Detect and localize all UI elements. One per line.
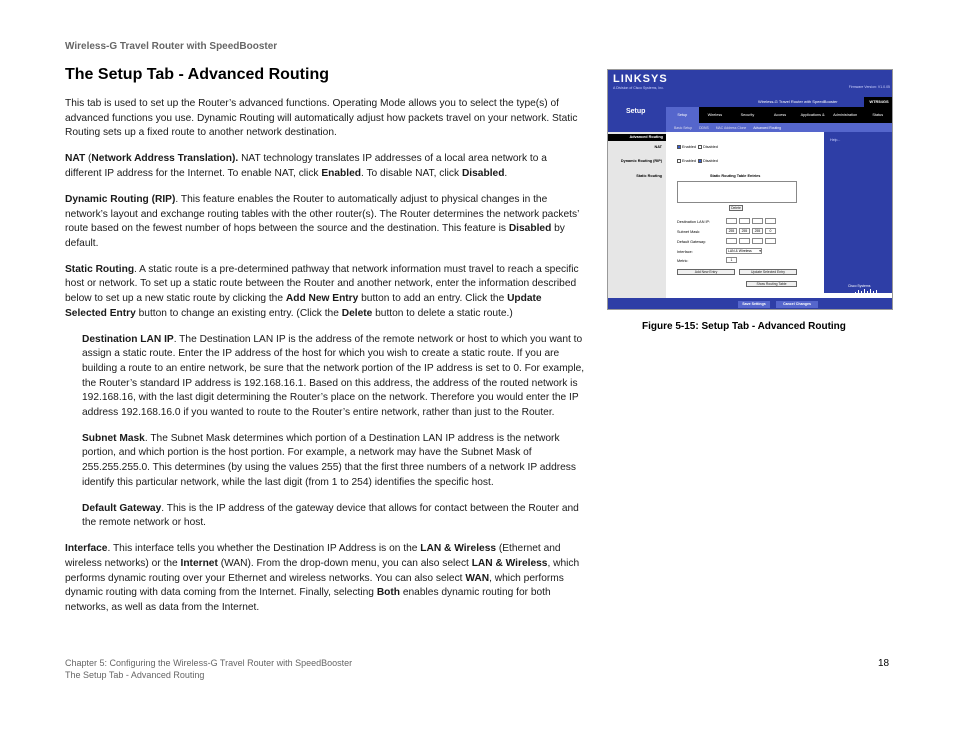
bold-term: Default Gateway [82,502,162,514]
text-run: button to add an entry. Click the [358,293,508,305]
product-name: Wireless-G Travel Router with SpeedBooster [758,99,838,104]
save-settings-button[interactable]: Save Settings [738,301,770,308]
side-section-title: Advanced Routing [608,134,666,141]
text-run: . The Destination LAN IP is the address of the remote network or host to which you want to assign a static route. Enter the IP address of the host for which you wish to create a static route. If you are building a route to an entire network, be sure that the network portion of the IP address is set to 0. For example, the Router’s standard IP address is 192.168.16.1. Based on this address, the address of the routed network is 192.168.16, with the last digit determining the Router’s place on the network. Therefore you would enter the IP address 192.168.16.0 if you wanted to route to the Router’s entire network, rather than just to the Router. [82,333,585,418]
bold-term: Disabled [508,223,552,235]
text-run: , which performs dynamic routing with data coming from the Internet. Finally, selecting [65,572,564,599]
text-run: . A static route is a pre-determined pathway that network information must travel to reach a specific host or network. To set up a static route between the Router and another network, enter the information described below to set up a new static route by clicking the [65,263,579,305]
dest-ip-octet-1[interactable] [726,218,737,224]
rip-options [677,159,718,163]
bold-term: Interface [65,543,108,555]
bold-term: Network Address Translation). [91,153,239,165]
metric-label: Metric: [677,259,689,263]
paragraph [65,333,585,421]
paragraph [65,263,585,321]
text-run: enables dynamic routing for both networks, as well as data from the Internet. [65,587,551,613]
footer-chapter: Chapter 5: Configuring the Wireless-G Travel Router with SpeedBooster [65,658,353,668]
dest-lan-label: Destination LAN IP: [677,220,711,224]
dest-ip-octet-2[interactable] [739,218,750,224]
mask-octet-4[interactable]: 0 [765,228,776,234]
tab-applications-gaming[interactable]: Applications & [800,113,825,117]
bold-term: Update Selected Entry [65,293,542,319]
tab-wireless[interactable]: Wireless [707,113,723,117]
interface-value: LAN & Wireless [728,249,752,253]
text-run: button to change an existing entry. (Click the [135,307,342,319]
dest-ip-octet-4[interactable] [765,218,776,224]
bold-term: LAN & Wireless [420,543,497,555]
rip-enabled-radio[interactable] [677,159,681,163]
mask-octet-2[interactable]: 255 [739,228,750,234]
body-text [65,97,585,627]
subtab-ddns[interactable]: DDNS [699,125,709,130]
bold-term: Both [376,587,401,599]
brand-bar [608,70,893,97]
model-number: WTR54GS [864,97,893,107]
bold-term: Destination LAN IP [82,333,174,345]
dest-ip-octet-3[interactable] [752,218,763,224]
cisco-bars-icon [854,289,880,295]
show-routing-table-button[interactable]: Show Routing Table [746,281,797,287]
text-run: (WAN). From the drop-down menu, you can also select [217,557,472,569]
help-link[interactable]: Help... [830,138,841,142]
gw-octet-2[interactable] [739,238,750,244]
subnet-mask-label: Subnet Mask: [677,230,701,234]
static-routing-label: Static Routing [636,174,662,178]
subtab-basic-setup[interactable]: Basic Setup [674,125,693,130]
text-run: . [504,167,508,179]
text-run: This tab is used to set up the Router’s advanced functions. Operating Mode allows you to select the type(s) of advanced functions you use. Dynamic Routing will automatically adjust how packets travel on your network. Static Routing sets up a fixed route to another network destination. [65,98,578,139]
product-bar [666,97,893,107]
dest-lan-input[interactable] [726,218,778,224]
tab-administration[interactable]: Administration [833,113,858,117]
interface-select[interactable] [726,248,762,254]
bold-term: Disabled [461,167,505,179]
rip-disabled-radio[interactable] [698,159,702,163]
mask-octet-3[interactable]: 255 [752,228,763,234]
paragraph [65,193,585,251]
gateway-label: Default Gateway: [677,240,707,244]
update-selected-entry-button[interactable]: Update Selected Entry [739,269,797,275]
gw-octet-4[interactable] [765,238,776,244]
sub-tabs [666,123,893,132]
bold-term: Dynamic Routing (RIP) [65,193,176,205]
metric-value[interactable]: 1 [726,257,737,263]
page-title: The Setup Tab - Advanced Routing [65,66,329,83]
paragraph [65,542,585,615]
logo-subtitle: A Division of Cisco Systems, Inc. [613,86,664,90]
paragraph [65,432,585,490]
text-run: button to delete a static route.) [372,307,513,319]
interface-label: Interface: [677,250,693,254]
section-label: Setup [626,108,646,115]
nat-label: NAT [654,145,662,149]
help-panel [824,132,893,293]
tab-access-restrictions[interactable]: Access [773,113,787,117]
routing-table-list[interactable] [677,181,797,203]
rip-label: Dynamic Routing (RIP) [620,159,662,163]
text-run: , which performs dynamic routing over your Ethernet and wireless networks. You can also select [65,557,580,584]
text-run: . This is the IP address of the gateway device that allows for contact between the Router and the remote network or host. [82,502,579,529]
nat-enabled-label: Enabled [682,145,696,149]
tab-status[interactable]: Status [872,113,884,117]
bold-term: WAN [465,572,490,584]
text-run: by default. [65,223,565,249]
gw-octet-3[interactable] [752,238,763,244]
bold-term: Static Routing [65,263,135,275]
bold-term: Enabled [321,167,361,179]
bold-term: Add New Entry [285,293,359,305]
tab-setup[interactable]: Setup [666,107,699,123]
text-run: . This feature enables the Router to automatically adjust to physical changes in the network’s layout and exchange routing tables with the other router(s). The Router determines the network packets’ route based on the fewest number of hops between the source and the destination. This feature is [65,193,579,235]
subtab-advanced-routing[interactable]: Advanced Routing [753,125,781,130]
main-tabs [666,107,893,123]
text-run: . To disable NAT, click [360,167,462,179]
paragraph [65,502,585,531]
section-block [608,97,666,132]
bold-term: Subnet Mask [82,432,145,444]
linksys-logo: LINKSYS [613,73,668,85]
metric-input[interactable] [726,257,739,263]
nat-disabled-label: Disabled [703,145,718,149]
text-run: . This interface tells you whether the Destination IP Address is on the [107,543,421,555]
text-run: (Ethernet and wireless networks) or the [65,543,561,569]
cisco-logo-text: Cisco Systems [848,284,871,288]
text-run: . The Subnet Mask determines which portion of a Destination LAN IP address is the network portion, and which portion is the host portion. For example, a network may have the Subnet Mask of 255.255.255.0. This determines (by using the values 255) that the first three numbers of a network IP address identify this particular network, while the last digit (from 1 to 254) identifies the specific host. [82,432,576,488]
footer-section: The Setup Tab - Advanced Routing [65,670,205,680]
cancel-changes-button[interactable]: Cancel Changes [776,301,818,308]
page-number: 18 [878,658,890,669]
bold-term: Internet [180,557,218,569]
nat-options [677,145,718,149]
page-footer [65,657,352,681]
rip-enabled-label: Enabled [682,159,696,163]
chevron-down-icon: ▾ [759,249,761,253]
bold-term: NAT [65,153,86,165]
subtab-mac-clone[interactable]: MAC Address Clone [715,125,747,130]
mask-octet-1[interactable]: 255 [726,228,737,234]
tab-security[interactable]: Security [740,113,755,117]
text-run: NAT technology translates IP addresses of a local area network to a different IP address for the Internet. To enable NAT, click [65,153,547,179]
bold-term: LAN & Wireless [471,557,548,569]
gw-octet-1[interactable] [726,238,737,244]
nat-enabled-checkbox[interactable] [677,145,681,149]
subnet-mask-input[interactable] [726,228,778,234]
gateway-input[interactable] [726,238,778,244]
text-run: ( [85,153,92,165]
delete-button[interactable]: Delete [729,205,743,211]
routing-table-title: Static Routing Table Entries [710,174,761,178]
figure-caption: Figure 5-15: Setup Tab - Advanced Routing [642,321,846,332]
add-new-entry-button[interactable]: Add New Entry [677,269,735,275]
paragraph [65,97,585,141]
firmware-version: Firmware Version: V1.0.05 [848,85,890,89]
paragraph [65,152,585,181]
nat-disabled-checkbox[interactable] [698,145,702,149]
bold-term: Delete [341,307,373,319]
rip-disabled-label: Disabled [703,159,718,163]
running-header: Wireless-G Travel Router with SpeedBooster [65,41,278,52]
router-screenshot [607,69,893,310]
